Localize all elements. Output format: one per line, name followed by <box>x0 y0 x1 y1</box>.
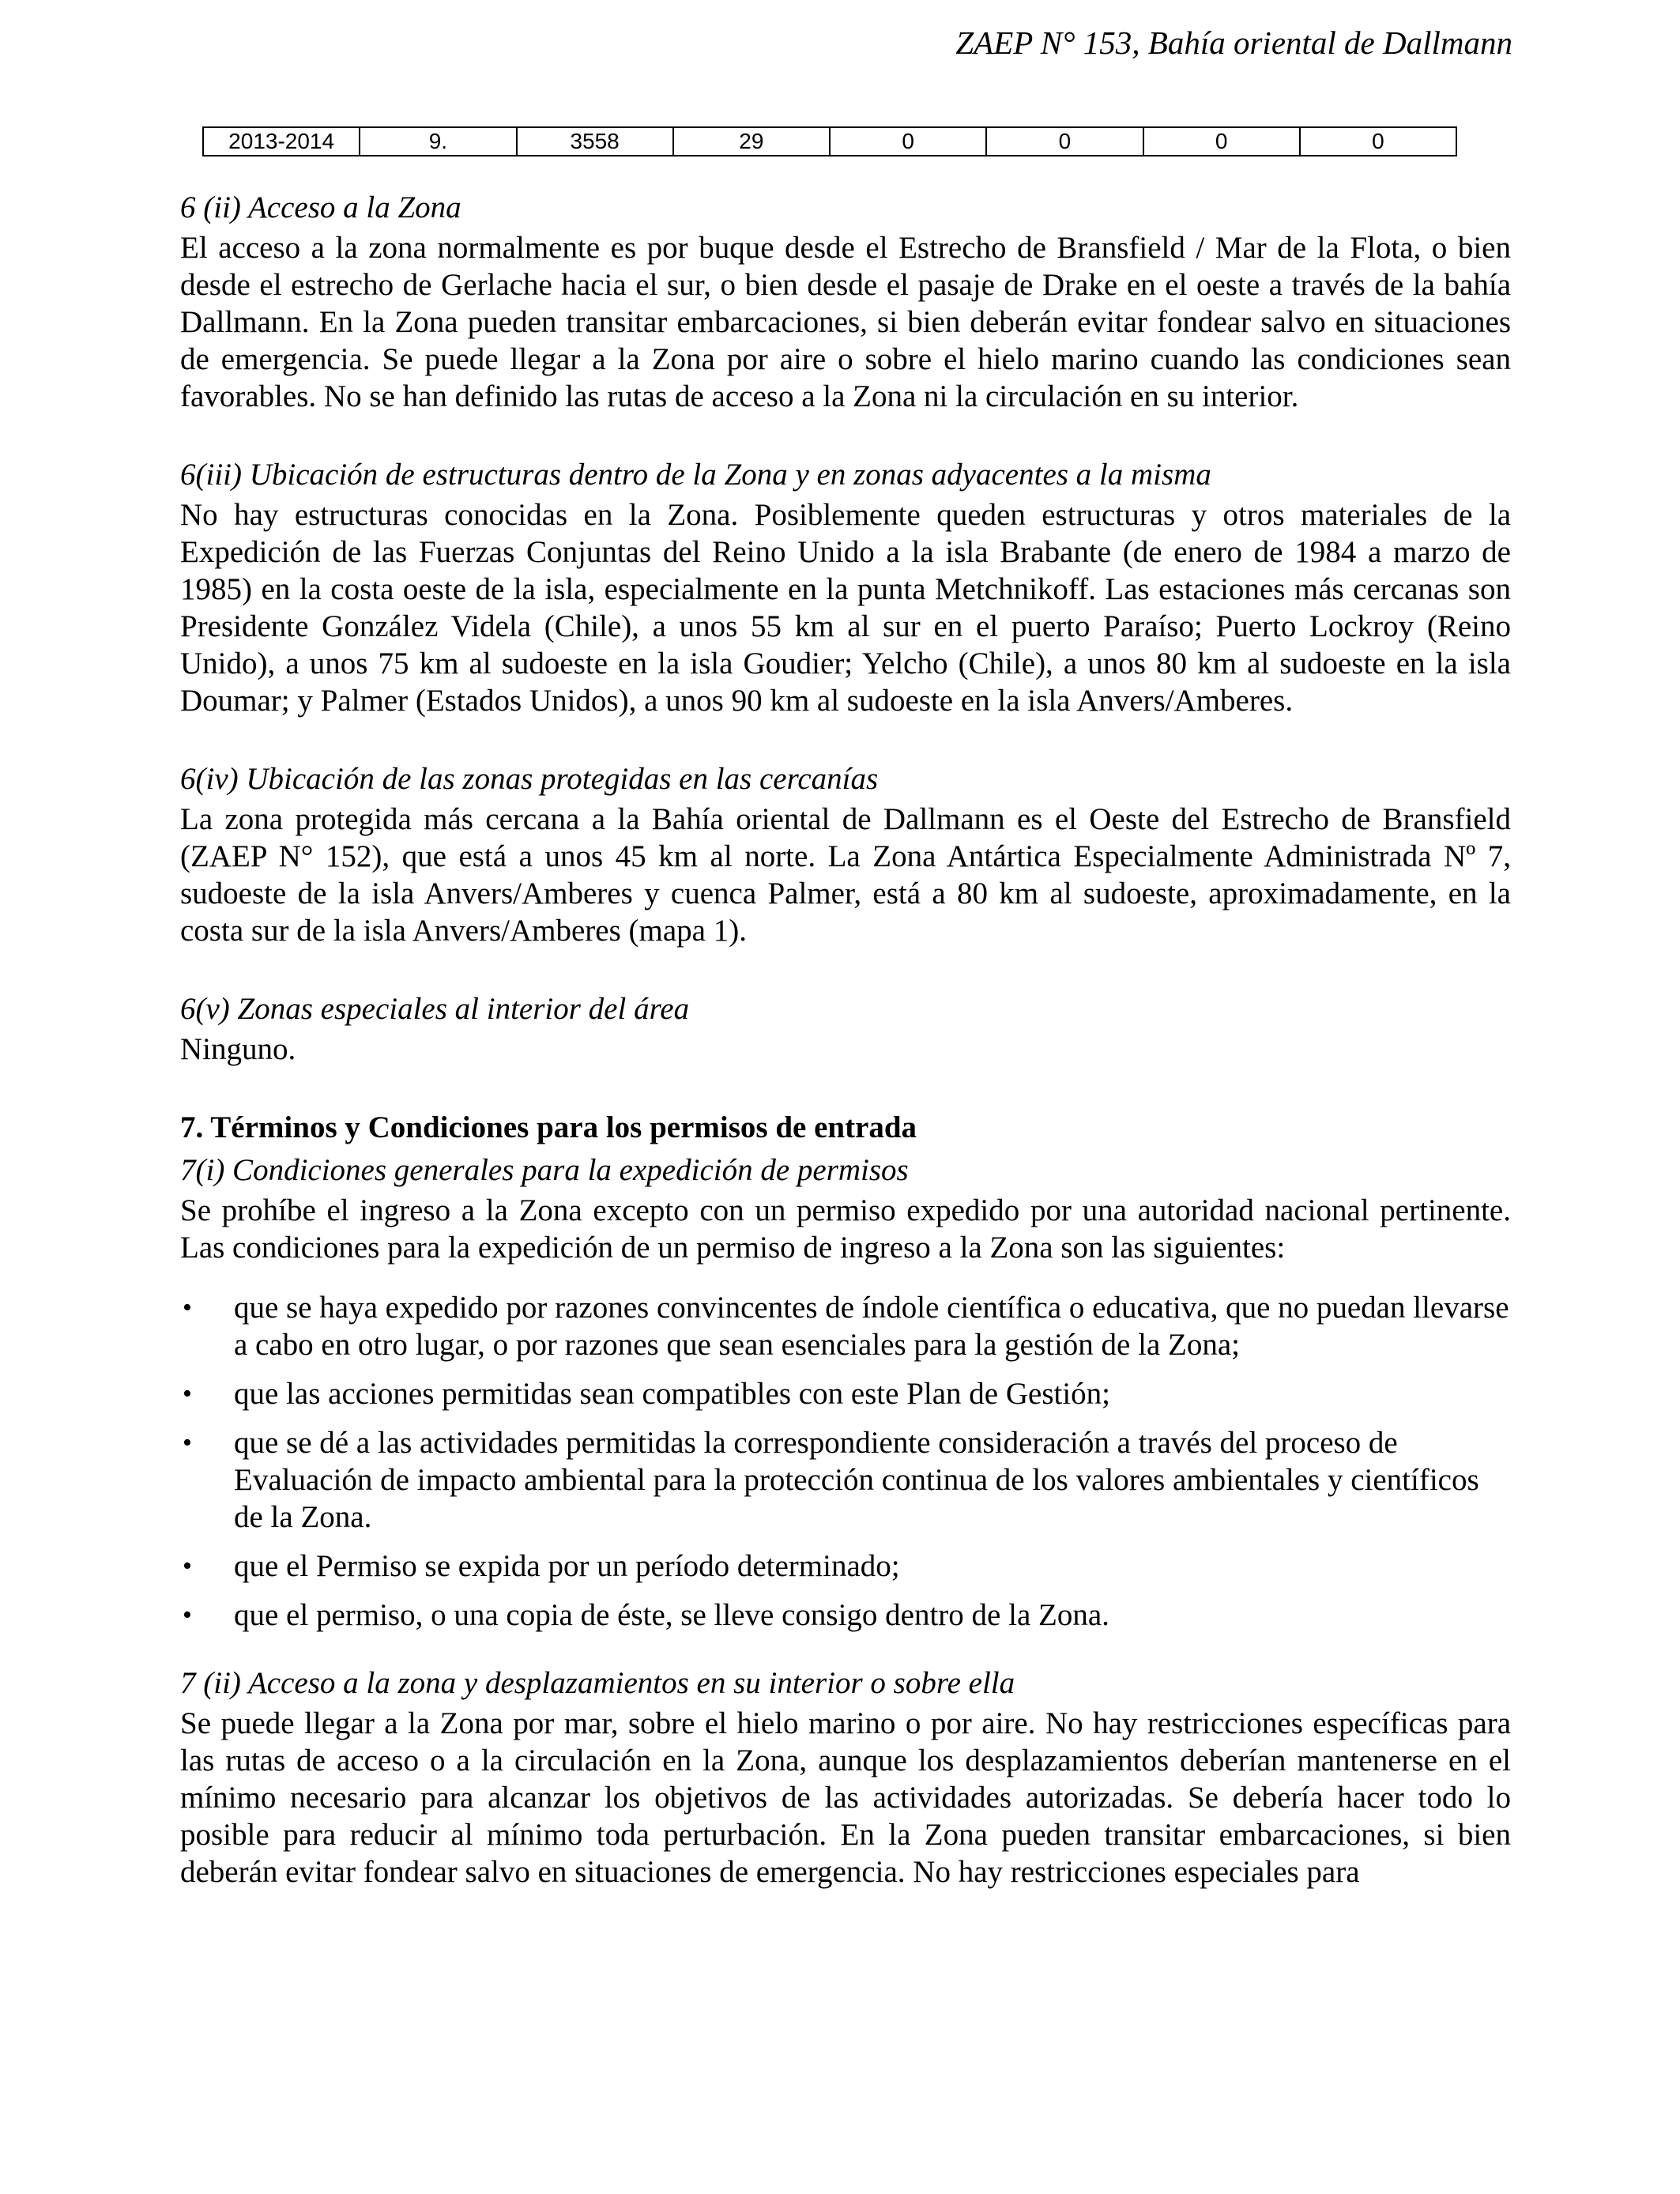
running-header: ZAEP N° 153, Bahía oriental de Dallmann <box>955 25 1512 61</box>
list-item-text: que el Permiso se expida por un período determinado; <box>234 1549 900 1583</box>
paragraph-7ii: Se puede llegar a la Zona por mar, sobre el hielo marino o por aire. No hay restricciones específicas para las rutas de acceso o a la circulación en la Zona, aunque los desplazamientos deberían mantenerse en el mínimo necesario para alcanzar los objetivos de las actividades autorizadas. Se debería hacer todo lo posible para reducir al mínimo toda perturbación. En la Zona pueden transitar embarcaciones, si bien deberán evitar fondear salvo en situaciones de emergencia. No hay restricciones especiales para <box>180 1706 1511 1889</box>
conditions-list <box>180 1289 1511 1634</box>
heading-6ii: 6 (ii) Acceso a la Zona <box>180 190 461 224</box>
table-cell: 2013-2014 <box>203 127 360 156</box>
heading-7: 7. Términos y Condiciones para los permisos de entrada <box>180 1110 917 1144</box>
bullet-icon: • <box>183 1379 192 1408</box>
table-cell: 29 <box>673 127 830 156</box>
table-cell: 3558 <box>517 127 673 156</box>
list-item <box>180 1289 1511 1363</box>
table-row <box>203 127 1456 156</box>
bullet-icon: • <box>183 1293 192 1322</box>
list-item-text: que se haya expedido por razones convincentes de índole científica o educativa, que no puedan llevarse a cabo en otro lugar, o por razones que sean esenciales para la gestión de la Zona; <box>234 1291 1509 1362</box>
heading-6v: 6(v) Zonas especiales al interior del área <box>180 992 690 1026</box>
table-cell: 0 <box>1143 127 1300 156</box>
table-cell: 0 <box>986 127 1143 156</box>
list-item-text: que se dé a las actividades permitidas la correspondiente consideración a través del proceso de Evaluación de impacto ambiental para la protección continua de los valores ambientales y científicos de la Zona. <box>234 1426 1479 1534</box>
bullet-icon: • <box>183 1600 192 1630</box>
heading-7i: 7(i) Condiciones generales para la expedición de permisos <box>180 1153 909 1187</box>
bullet-icon: • <box>183 1428 192 1457</box>
table-cell: 9. <box>360 127 516 156</box>
heading-6iii: 6(iii) Ubicación de estructuras dentro de la Zona y en zonas adyacentes a la misma <box>180 458 1211 492</box>
paragraph-7i: Se prohíbe el ingreso a la Zona excepto con un permiso expedido por una autoridad nacional pertinente. Las condiciones para la expedición de un permiso de ingreso a la Zona son las siguientes: <box>180 1193 1511 1265</box>
list-item <box>180 1424 1511 1536</box>
table-cell: 0 <box>830 127 986 156</box>
heading-7ii: 7 (ii) Acceso a la zona y desplazamientos en su interior o sobre ella <box>180 1666 1015 1700</box>
table-cell: 0 <box>1300 127 1456 156</box>
paragraph-6iii: No hay estructuras conocidas en la Zona. Posiblemente queden estructuras y otros materiales de la Expedición de las Fuerzas Conjuntas del Reino Unido a la isla Brabante (de enero de 1984 a marzo de 1985) en la costa oeste de la isla, especialmente en la punta Metchnikoff. Las estaciones más cercanas son Presidente González Videla (Chile), a unos 55 km al sur en el puerto Paraíso; Puerto Lockroy (Reino Unido), a unos 75 km al sudoeste en la isla Goudier; Yelcho (Chile), a unos 80 km al sudoeste en la isla Doumar; y Palmer (Estados Unidos), a unos 90 km al sudoeste en la isla Anvers/Amberes. <box>180 498 1511 718</box>
paragraph-6ii: El acceso a la zona normalmente es por buque desde el Estrecho de Bransfield / Mar de la Flota, o bien desde el estrecho de Gerlache hacia el sur, o bien desde el pasaje de Drake en el oeste a través de la bahía Dallmann. En la Zona pueden transitar embarcaciones, si bien deberán evitar fondear salvo en situaciones de emergencia. Se puede llegar a la Zona por aire o sobre el hielo marino cuando las condiciones sean favorables. No se han definido las rutas de acceso a la Zona ni la circulación en su interior. <box>180 231 1511 413</box>
list-item-text: que las acciones permitidas sean compatibles con este Plan de Gestión; <box>234 1377 1111 1411</box>
list-item <box>180 1375 1511 1412</box>
data-table <box>202 126 1457 156</box>
paragraph-6iv: La zona protegida más cercana a la Bahía oriental de Dallmann es el Oeste del Estrecho de Bransfield (ZAEP N° 152), que está a unos 45 km al norte. La Zona Antártica Especialmente Administrada Nº 7, sudoeste de la isla Anvers/Amberes y cuenca Palmer, está a 80 km al sudoeste, aproximadamente, en la costa sur de la isla Anvers/Amberes (mapa 1). <box>180 802 1511 948</box>
document-body <box>180 187 1511 1929</box>
list-item-text: que el permiso, o una copia de éste, se lleve consigo dentro de la Zona. <box>234 1598 1109 1632</box>
bullet-icon: • <box>183 1551 192 1581</box>
paragraph-6v: Ninguno. <box>180 1032 296 1066</box>
list-item <box>180 1547 1511 1585</box>
list-item <box>180 1596 1511 1634</box>
heading-6iv: 6(iv) Ubicación de las zonas protegidas en las cercanías <box>180 762 879 796</box>
